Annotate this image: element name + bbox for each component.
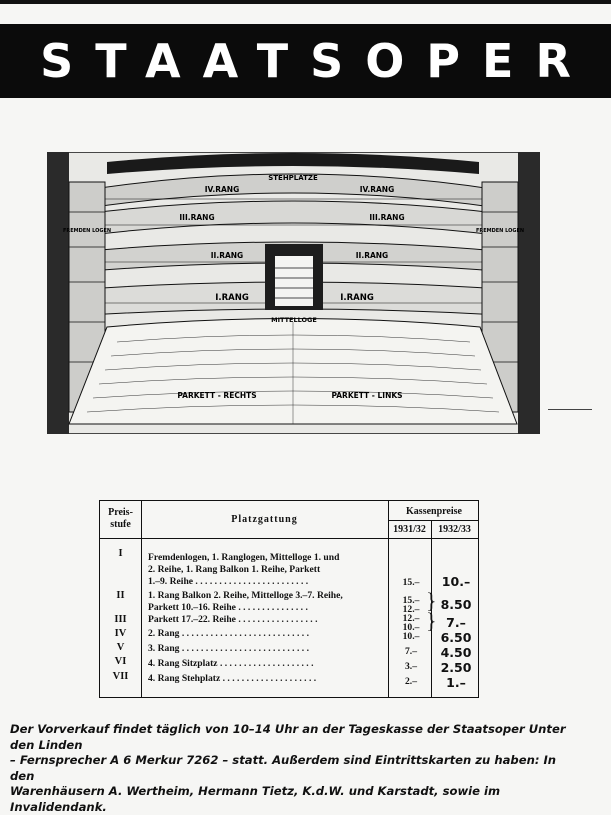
label-stehplaetze: STEHPLÄTZE [268, 174, 318, 182]
header-kassenpreise: Kassenpreise [406, 506, 462, 517]
row-4-price-new: 6.50 [440, 630, 472, 645]
label-parkett-rechts: PARKETT - RECHTS [177, 391, 257, 400]
label-rang2-right: II.RANG [355, 251, 389, 260]
title-banner [0, 24, 611, 98]
row-1-desc-a: Fremdenlogen, 1. Ranglogen, Mittelloge 1. und [148, 552, 340, 563]
footer-line-1: Der Vorverkauf findet täglich von 10–14 Uhr an der Tageskasse der Staatsoper Unter den Linden [10, 722, 566, 752]
label-rang4-left: IV.RANG [204, 185, 240, 194]
header-year2: 1932/33 [438, 524, 471, 535]
header-year1: 1931/32 [393, 524, 426, 535]
row-6-desc: 4. Rang Sitzplatz . . . . . . . . . . . . . . . . . . . . [148, 658, 314, 669]
row-7-stufe: VII [112, 671, 129, 682]
row-1-stufe: I [118, 548, 123, 559]
page-title: STAATSOPER [40, 34, 593, 88]
row-4-stufe: IV [114, 628, 127, 639]
row-2-price-old: 15.– [402, 595, 420, 606]
label-mittelloge: MITTELLOGE [271, 316, 317, 324]
row-2-price-old-2: 12.– [402, 604, 420, 615]
seating-plan [47, 152, 540, 434]
subheader-rule [388, 520, 478, 521]
row-2-stufe: II [116, 590, 125, 601]
label-rang1-left: I.RANG [215, 293, 249, 303]
label-rang2-left: II.RANG [210, 251, 244, 260]
footer-notice [10, 722, 566, 815]
seating-plan-drawing [47, 152, 540, 434]
row-1-desc-b: 2. Reihe, 1. Rang Balkon 1. Reihe, Parkett [148, 564, 321, 575]
label-rang3-left: III.RANG [179, 213, 215, 222]
header-rule [100, 538, 478, 539]
row-1-price-old: 15.– [402, 577, 420, 588]
row-5-price-old: 7.– [405, 646, 417, 657]
label-parkett-links: PARKETT - LINKS [331, 391, 403, 400]
row-2-desc-b: Parkett 10.–16. Reihe . . . . . . . . . . . . . . . [148, 602, 308, 613]
row-2-price-new: 8.50 [440, 597, 472, 612]
label-rang1-right: I.RANG [340, 293, 374, 303]
edge-marker [548, 409, 592, 410]
row-5-stufe: V [116, 642, 125, 653]
row-7-price-new: 1.– [446, 675, 466, 690]
row-3-desc: Parkett 17.–22. Reihe . . . . . . . . . . . . . . . . . [148, 614, 318, 625]
footer-line-2: – Fernsprecher A 6 Merkur 7262 – statt. Außerdem sind Eintrittskarten zu haben: In den [10, 753, 557, 783]
col-divider-1 [141, 501, 142, 697]
price-table [99, 500, 479, 698]
row-6-stufe: VI [114, 656, 127, 667]
row-3-stufe: III [114, 614, 127, 625]
header-platzgattung: Platzgattung [231, 514, 298, 525]
label-rang4-right: IV.RANG [359, 185, 395, 194]
row-7-desc: 4. Rang Stehplatz . . . . . . . . . . . . . . . . . . . . [148, 673, 317, 684]
row-5-price-new: 4.50 [440, 645, 472, 660]
label-rang3-right: III.RANG [369, 213, 405, 222]
row-3-price-new: 7.– [446, 615, 466, 630]
row-2-desc-a: 1. Rang Balkon 2. Reihe, Mittelloge 3.–7. Reihe, [148, 590, 343, 601]
row-3-price-old: 12.– [402, 613, 420, 624]
row-4-desc: 2. Rang . . . . . . . . . . . . . . . . . . . . . . . . . . . [148, 628, 309, 639]
row-3-brace: } [426, 608, 437, 633]
row-1-desc-c: 1.–9. Reihe . . . . . . . . . . . . . . . . . . . . . . . . [148, 576, 309, 587]
top-rule [0, 0, 611, 4]
row-5-desc: 3. Rang . . . . . . . . . . . . . . . . . . . . . . . . . . . [148, 643, 309, 654]
row-7-price-old: 2.– [405, 676, 417, 687]
label-fremdenloge-left: FREMDEN LOGEN [62, 228, 112, 234]
row-6-price-old: 3.– [405, 661, 417, 672]
footer-line-3: Warenhäusern A. Wertheim, Hermann Tietz, K.d.W. und Karstadt, sowie im Invalidendank. [10, 784, 501, 814]
row-2-brace: } [426, 588, 437, 613]
header-preisstufe: Preis- stufe [108, 507, 133, 530]
label-fremdenloge-right: FREMDEN LOGEN [475, 228, 525, 234]
row-6-price-new: 2.50 [440, 660, 472, 675]
row-3-price-old-2: 10.– [402, 622, 420, 633]
row-1-price-new: 10.– [441, 574, 471, 589]
row-4-price-old: 10.– [402, 631, 420, 642]
